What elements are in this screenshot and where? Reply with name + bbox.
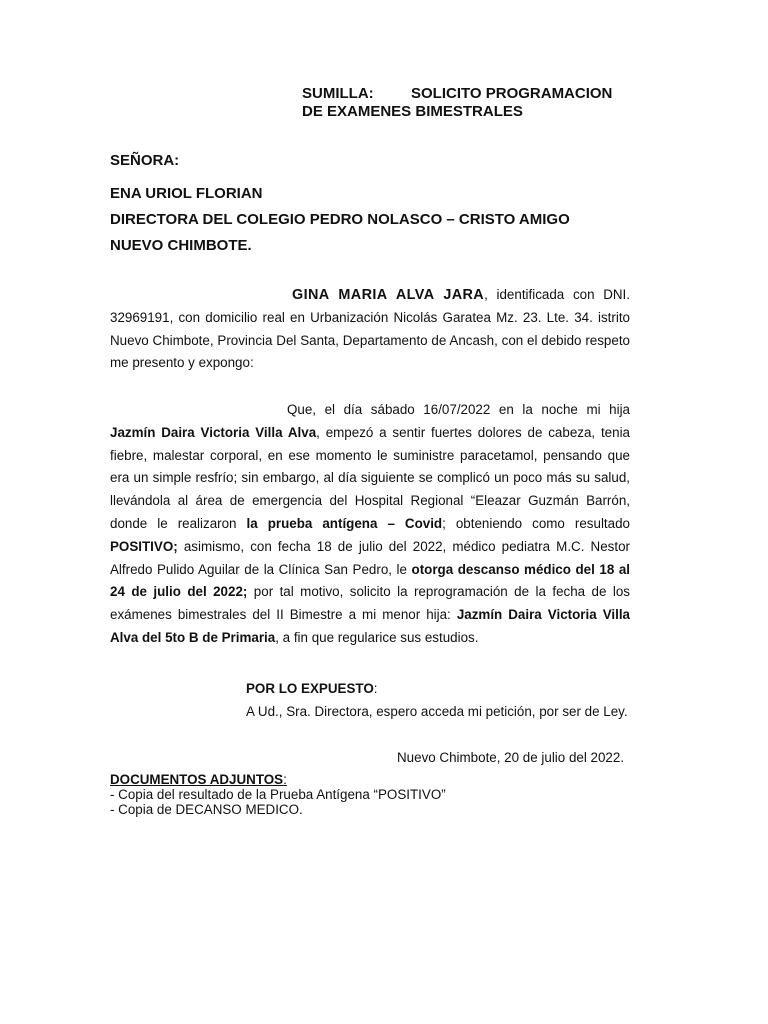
body-text-6: , a fin que regularice sus estudios.: [275, 629, 479, 645]
sumilla-label: SUMILLA:: [302, 85, 374, 102]
documents-heading-colon: :: [283, 772, 287, 787]
intro-paragraph: [110, 284, 630, 375]
intro-text: , identificada con DNI. 32969191, con domicilio real en Urbanización Nicolás Garatea Mz. 23. Lte. 34. istrito Nuevo Chimbote, Provincia Del Santa, Departamento de Ancash, con el debido respeto me presento y expongo:: [110, 287, 630, 371]
place-date: Nuevo Chimbote, 20 de julio del 2022.: [397, 750, 625, 765]
daughter-name-grade: Jazmín Daira Victoria Villa Alva del 5to B de Primaria: [110, 607, 631, 645]
test-name: la prueba antígena – Covid: [246, 515, 443, 531]
recipient-city: NUEVO CHIMBOTE.: [110, 237, 252, 254]
body-text-1: Que, el día sábado 16/07/2022 en la noche mi hija: [287, 402, 630, 417]
documents-heading-text: DOCUMENTOS ADJUNTOS: [110, 772, 284, 787]
body-text-5: por tal motivo, solicito la reprogramación de la fecha de los exámenes bimestrales del II Bimestre a mi menor hija:: [110, 584, 630, 623]
body-text-2: , empezó a sentir fuertes dolores de cabeza, tenia fiebre, malestar corporal, en ese momento le suministre paracetamol, pensando que era un simple resfrío; sin embargo, al día siguiente se complicó un poco más su salud, llevándola al área de emergencia del Hospital Regional “Eleazar Guzmán Barrón, donde le realizaron: [110, 424, 630, 531]
closing-request: A Ud., Sra. Directora, espero acceda mi petición, por ser de Ley.: [246, 704, 628, 719]
body-text-3: ; obteniendo como resultado: [442, 515, 630, 531]
closing-heading: [246, 680, 377, 698]
sumilla-subject-1: SOLICITO PROGRAMACION: [411, 85, 613, 102]
sumilla-block: [302, 85, 612, 121]
recipient-name: ENA URIOL FLORIAN: [110, 185, 263, 202]
closing-heading-colon: :: [373, 681, 378, 696]
applicant-name: GINA MARIA ALVA JARA: [292, 287, 485, 303]
salutation: SEÑORA:: [110, 152, 180, 169]
sumilla-line-1: [302, 85, 612, 103]
body-paragraph: [110, 399, 630, 650]
documents-section: [110, 772, 446, 817]
daughter-name: Jazmín Daira Victoria Villa Alva: [110, 424, 317, 440]
document-item: - Copia del resultado de la Prueba Antígena “POSITIVO”: [110, 787, 446, 802]
recipient-position: DIRECTORA DEL COLEGIO PEDRO NOLASCO – CRISTO AMIGO: [110, 211, 570, 228]
test-result: POSITIVO;: [110, 538, 178, 554]
closing-heading-text: POR LO EXPUESTO: [246, 681, 374, 696]
sumilla-subject-2: DE EXAMENES BIMESTRALES: [302, 103, 523, 120]
body-text-4: asimismo, con fecha 18 de julio del 2022, médico pediatra M.C. Nestor Alfredo Pulido Aguilar de la Clínica San Pedro, le: [110, 538, 630, 577]
document-item: - Copia de DECANSO MEDICO.: [110, 802, 303, 817]
medical-leave: otorga descanso médico del 18 al 24 de julio del 2022;: [110, 561, 630, 600]
documents-heading: [110, 772, 446, 787]
